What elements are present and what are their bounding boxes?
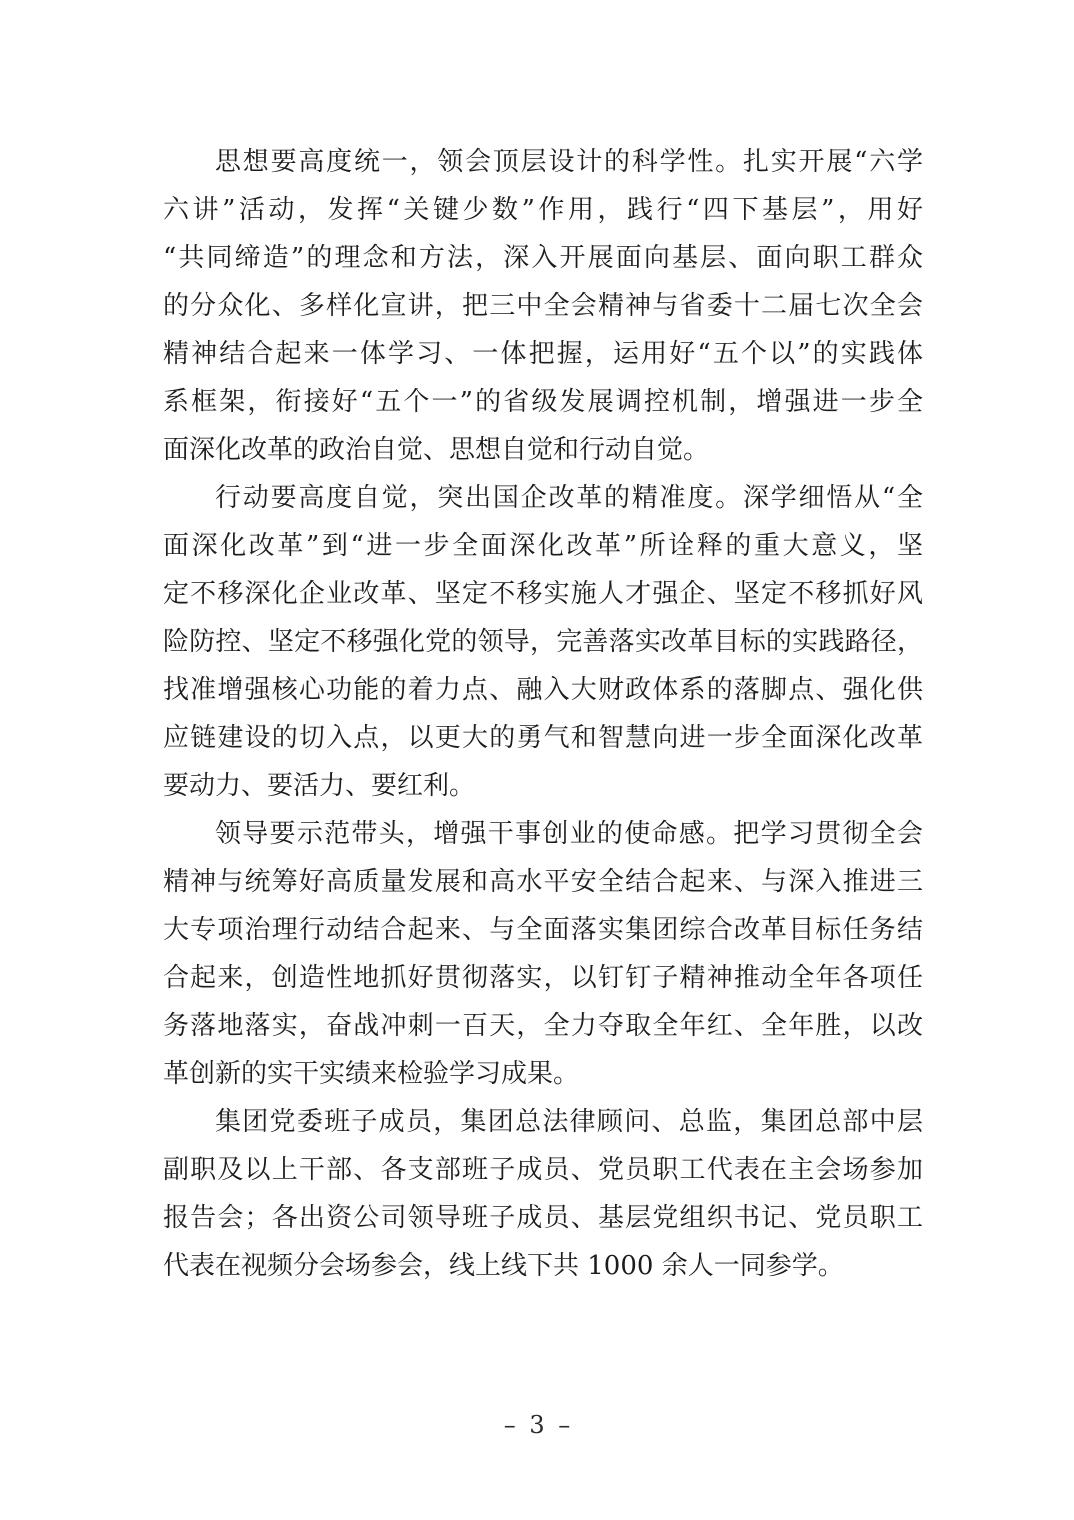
- paragraph: [163, 474, 923, 810]
- body-text: [163, 138, 923, 1290]
- text-line: 行动要高度自觉，突出国企改革的精准度。深学细悟从“全: [215, 483, 923, 513]
- text-line: 副职及以上干部、各支部班子成员、党员职工代表在主会场参加: [163, 1155, 923, 1185]
- text-line: 精神与统筹好高质量发展和高水平安全结合起来、与深入推进三: [163, 867, 923, 897]
- text-line: “共同缔造”的理念和方法，深入开展面向基层、面向职工群众: [163, 243, 923, 273]
- text-line: 面深化改革”到“进一步全面深化改革”所诠释的重大意义，坚: [163, 531, 923, 561]
- paragraph: [163, 810, 923, 1098]
- text-line: 合起来，创造性地抓好贯彻落实，以钉钉子精神推动全年各项任: [163, 963, 923, 993]
- text-line: 领导要示范带头，增强干事创业的使命感。把学习贯彻全会: [215, 819, 923, 849]
- text-line: 应链建设的切入点，以更大的勇气和智慧向进一步全面深化改革: [163, 723, 923, 753]
- text-line: 大专项治理行动结合起来、与全面落实集团综合改革目标任务结: [163, 915, 923, 945]
- text-line: 六讲”活动，发挥“关键少数”作用，践行“四下基层”，用好: [163, 195, 923, 225]
- text-line: 的分众化、多样化宣讲，把三中全会精神与省委十二届七次全会: [163, 291, 923, 321]
- text-line: 务落地落实，奋战冲刺一百天，全力夺取全年红、全年胜，以改: [163, 1011, 923, 1041]
- text-line: 集团党委班子成员，集团总法律顾问、总监，集团总部中层: [215, 1107, 923, 1137]
- text-line: 报告会；各出资公司领导班子成员、基层党组织书记、党员职工: [163, 1203, 923, 1233]
- paragraph: [163, 1098, 923, 1290]
- text-line: 代表在视频分会场参会，线上线下共 1000 余人一同参学。: [163, 1251, 844, 1281]
- text-line: 要动力、要活力、要红利。: [163, 771, 476, 801]
- text-line: 系框架，衔接好“五个一”的省级发展调控机制，增强进一步全: [163, 387, 923, 417]
- text-line: 险防控、坚定不移强化党的领导，完善落实改革目标的实践路径，: [163, 627, 923, 657]
- text-line: 面深化改革的政治自觉、思想自觉和行动自觉。: [163, 435, 710, 465]
- page-number: – 3 –: [503, 1411, 571, 1439]
- text-line: 精神结合起来一体学习、一体把握，运用好“五个以”的实践体: [163, 339, 923, 369]
- paragraph: [163, 138, 923, 474]
- text-line: 革创新的实干实绩来检验学习成果。: [163, 1059, 580, 1089]
- text-line: 思想要高度统一，领会顶层设计的科学性。扎实开展“六学: [215, 147, 923, 177]
- text-line: 定不移深化企业改革、坚定不移实施人才强企、坚定不移抓好风: [163, 579, 923, 609]
- text-line: 找准增强核心功能的着力点、融入大财政体系的落脚点、强化供: [163, 675, 923, 705]
